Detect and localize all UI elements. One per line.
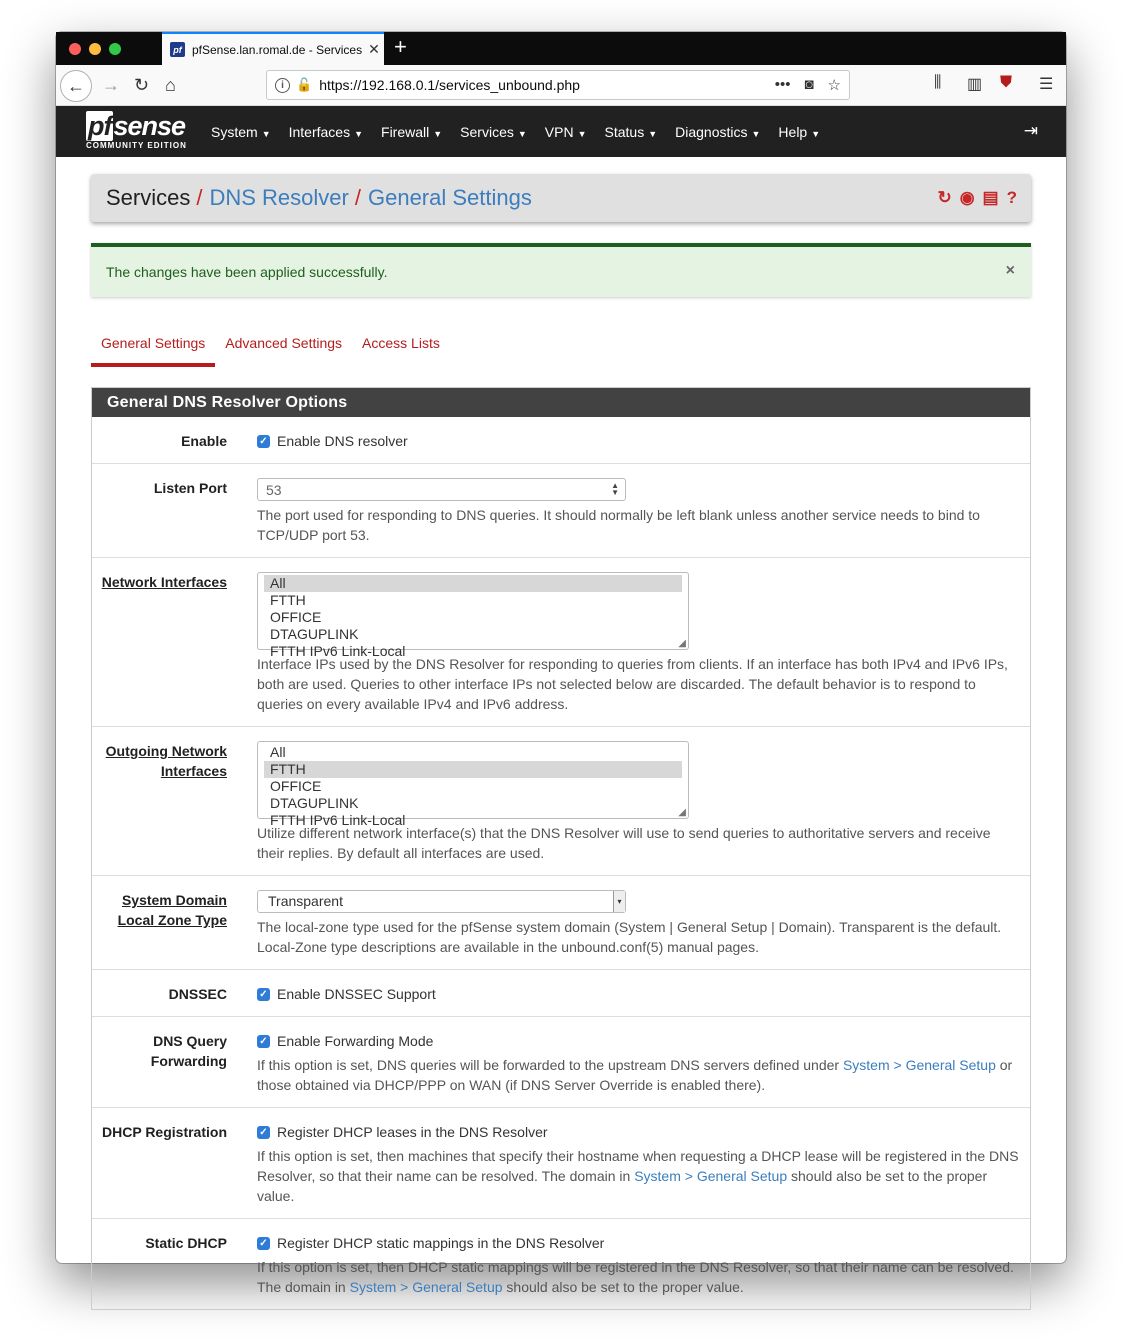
- dnssec-label: DNSSEC: [168, 986, 227, 1002]
- listbox-option[interactable]: OFFICE: [270, 609, 322, 625]
- pfsense-logo[interactable]: [86, 112, 187, 150]
- dnssec-row: [92, 969, 1030, 1016]
- chevron-down-icon[interactable]: ▾: [613, 891, 625, 912]
- static-dhcp-checkbox[interactable]: ✓: [257, 1237, 270, 1250]
- dhcp-registration-checkbox-label[interactable]: Register DHCP leases in the DNS Resolver: [277, 1124, 548, 1140]
- zoom-window-button[interactable]: [109, 43, 121, 55]
- ublock-icon[interactable]: ⛊: [1000, 74, 1013, 91]
- info-icon[interactable]: i: [275, 78, 290, 93]
- stop-service-icon[interactable]: ◉: [959, 188, 975, 207]
- listbox-option[interactable]: OFFICE: [270, 778, 322, 794]
- menu-status[interactable]: Status ▼: [604, 123, 658, 140]
- pocket-icon[interactable]: ◙: [804, 76, 814, 93]
- browser-toolbar: [56, 65, 1066, 106]
- forwarding-label: DNS Query Forwarding: [150, 1033, 227, 1069]
- menu-diagnostics[interactable]: Diagnostics ▼: [675, 123, 761, 140]
- listbox-option[interactable]: DTAGUPLINK: [270, 626, 359, 642]
- tab-access-lists[interactable]: Access Lists: [362, 335, 440, 351]
- local-zone-row: [92, 875, 1030, 969]
- breadcrumb-dns-resolver[interactable]: DNS Resolver: [209, 185, 349, 210]
- pfsense-favicon-icon: pf: [170, 42, 185, 57]
- dhcp-registration-label: DHCP Registration: [102, 1124, 227, 1140]
- dnssec-checkbox[interactable]: ✓: [257, 988, 270, 1001]
- dns-resolver-options-panel: [91, 387, 1031, 1310]
- panel-title: General DNS Resolver Options: [92, 388, 1030, 417]
- listen-port-label: Listen Port: [153, 480, 227, 496]
- close-tab-icon[interactable]: ✕: [368, 41, 380, 57]
- reload-icon[interactable]: ↻: [134, 75, 150, 95]
- static-dhcp-row: [92, 1218, 1030, 1309]
- forwarding-checkbox[interactable]: ✓: [257, 1035, 270, 1048]
- listen-port-row: [92, 463, 1030, 557]
- dnssec-checkbox-label[interactable]: Enable DNSSEC Support: [277, 986, 436, 1002]
- url-bar[interactable]: [266, 70, 850, 100]
- menu-services[interactable]: Services ▼: [460, 123, 527, 140]
- url-text[interactable]: https://192.168.0.1/services_unbound.php: [319, 77, 580, 93]
- local-zone-value: Transparent: [268, 893, 343, 909]
- listbox-option[interactable]: FTTH: [264, 761, 682, 778]
- listbox-option[interactable]: FTTH: [270, 592, 306, 608]
- main-content: [91, 174, 1031, 1310]
- listen-port-help: The port used for responding to DNS queries. It should normally be left blank unless another service needs to bind to TCP/UDP port 53.: [257, 507, 980, 543]
- logo-wordmark: pfsense: [88, 111, 186, 141]
- forwarding-row: [92, 1016, 1030, 1107]
- breadcrumb-separator: /: [196, 185, 203, 210]
- success-alert: [91, 243, 1031, 297]
- listen-port-input[interactable]: [257, 478, 626, 501]
- menu-system[interactable]: System ▼: [211, 123, 271, 140]
- menu-vpn[interactable]: VPN ▼: [544, 123, 587, 140]
- forwarding-checkbox-label[interactable]: Enable Forwarding Mode: [277, 1033, 434, 1049]
- static-dhcp-help: If this option is set, then DHCP static mappings will be registered in the DNS Resolver, so that their name can be resolved. The domain in System > General Setup should also be set to the proper value.: [257, 1259, 1014, 1295]
- logo-subtitle: COMMUNITY EDITION: [86, 141, 187, 150]
- close-alert-icon[interactable]: ×: [1005, 262, 1015, 279]
- outgoing-interfaces-help: Utilize different network interface(s) that the DNS Resolver will use to send queries to authoritative servers and receive their replies. By default all interfaces are used.: [257, 825, 991, 861]
- outgoing-interfaces-row: [92, 726, 1030, 875]
- local-zone-label[interactable]: System Domain Local Zone Type: [117, 892, 227, 928]
- menu-help[interactable]: Help ▼: [778, 123, 821, 140]
- sidebar-icon[interactable]: ▥: [967, 76, 983, 93]
- page-actions-icon[interactable]: •••: [774, 76, 791, 93]
- network-interfaces-listbox[interactable]: [257, 572, 689, 659]
- browser-window: [56, 32, 1066, 1295]
- browser-tab-active[interactable]: [162, 32, 384, 65]
- listbox-option[interactable]: All: [264, 575, 682, 592]
- enable-label: Enable: [181, 433, 227, 449]
- enable-row: [92, 417, 1030, 463]
- enable-checkbox-label[interactable]: Enable DNS resolver: [277, 433, 408, 449]
- tab-general-settings[interactable]: General Settings: [91, 325, 215, 367]
- static-dhcp-checkbox-label[interactable]: Register DHCP static mappings in the DNS Resolver: [277, 1235, 605, 1251]
- help-icon[interactable]: ?: [1006, 188, 1017, 207]
- general-setup-link[interactable]: System > General Setup: [349, 1279, 503, 1295]
- hamburger-menu-icon[interactable]: ☰: [1039, 76, 1054, 93]
- close-window-button[interactable]: [69, 43, 81, 55]
- local-zone-select[interactable]: [257, 890, 626, 913]
- new-tab-icon[interactable]: +: [394, 34, 407, 59]
- network-interfaces-row: [92, 557, 1030, 726]
- breadcrumb-services: Services: [106, 185, 191, 210]
- outgoing-interfaces-label[interactable]: Outgoing Network Interfaces: [105, 743, 227, 779]
- resize-handle-icon[interactable]: ◢: [678, 807, 686, 818]
- forward-icon[interactable]: →: [102, 75, 120, 95]
- menu-interfaces[interactable]: Interfaces ▼: [288, 123, 364, 140]
- listbox-option[interactable]: All: [270, 744, 286, 760]
- network-interfaces-help: Interface IPs used by the DNS Resolver for responding to queries from clients. If an interface has both IPv4 and IPv6 IPs, both are used. Queries to other interface IPs not selected below are discarded. The default behavior is to respond to queries on every available IPv4 and IPv6 address.: [257, 656, 1008, 712]
- logout-icon[interactable]: ⇥: [1023, 121, 1038, 140]
- log-icon[interactable]: ▤: [982, 188, 999, 207]
- library-icon[interactable]: ⫼: [934, 74, 942, 91]
- static-dhcp-label: Static DHCP: [145, 1235, 227, 1251]
- tab-title: pfSense.lan.romal.de - Services: [192, 42, 363, 57]
- lock-warning-icon[interactable]: 🔓: [296, 77, 313, 92]
- tab-advanced-settings[interactable]: Advanced Settings: [225, 335, 343, 351]
- enable-checkbox[interactable]: ✓: [257, 435, 270, 448]
- forwarding-help: If this option is set, DNS queries will be forwarded to the upstream DNS servers defined under System > General Setup or those obtained via DHCP/PPP on WAN (if DNS Server Override is enabled there).: [257, 1057, 1013, 1093]
- network-interfaces-label[interactable]: Network Interfaces: [101, 574, 227, 590]
- resize-handle-icon[interactable]: ◢: [678, 638, 686, 649]
- home-icon[interactable]: ⌂: [165, 75, 176, 95]
- restart-service-icon[interactable]: ↻: [937, 188, 952, 207]
- settings-tabs: [91, 325, 1031, 367]
- menu-firewall[interactable]: Firewall ▼: [381, 123, 443, 140]
- pfsense-navbar: [56, 106, 1066, 157]
- outgoing-interfaces-listbox[interactable]: [257, 741, 689, 828]
- general-setup-link[interactable]: System > General Setup: [842, 1057, 996, 1073]
- dhcp-registration-help: If this option is set, then machines that specify their hostname when requesting a DHCP lease will be registered in the DNS Resolver, so that their name can be resolved. The domain in System > General Setup should also be set to the proper value.: [257, 1148, 1019, 1204]
- alert-message: The changes have been applied successfully.: [106, 264, 388, 280]
- listbox-option[interactable]: DTAGUPLINK: [270, 795, 359, 811]
- general-setup-link[interactable]: System > General Setup: [634, 1168, 788, 1184]
- breadcrumb-separator: /: [354, 185, 361, 210]
- back-icon[interactable]: ←: [60, 70, 92, 102]
- bookmark-star-icon[interactable]: ☆: [827, 77, 841, 94]
- main-menu: [211, 106, 838, 157]
- listen-port-value: 53: [266, 482, 282, 498]
- minimize-window-button[interactable]: [89, 43, 101, 55]
- dhcp-registration-row: [92, 1107, 1030, 1218]
- dhcp-registration-checkbox[interactable]: ✓: [257, 1126, 270, 1139]
- breadcrumb: [91, 174, 1031, 222]
- tab-strip: [56, 32, 1066, 65]
- breadcrumb-general-settings[interactable]: General Settings: [367, 185, 532, 210]
- listbox-option[interactable]: FTTH IPv6 Link-Local: [270, 812, 406, 828]
- local-zone-help: The local-zone type used for the pfSense system domain (System | General Setup | Domain). Transparent is the default. Local-Zone type descriptions are available in the unbound.conf(5) manual pages.: [257, 919, 1002, 955]
- spinner-icon[interactable]: ▲ ▼: [611, 481, 619, 497]
- listbox-option[interactable]: FTTH IPv6 Link-Local: [270, 643, 406, 659]
